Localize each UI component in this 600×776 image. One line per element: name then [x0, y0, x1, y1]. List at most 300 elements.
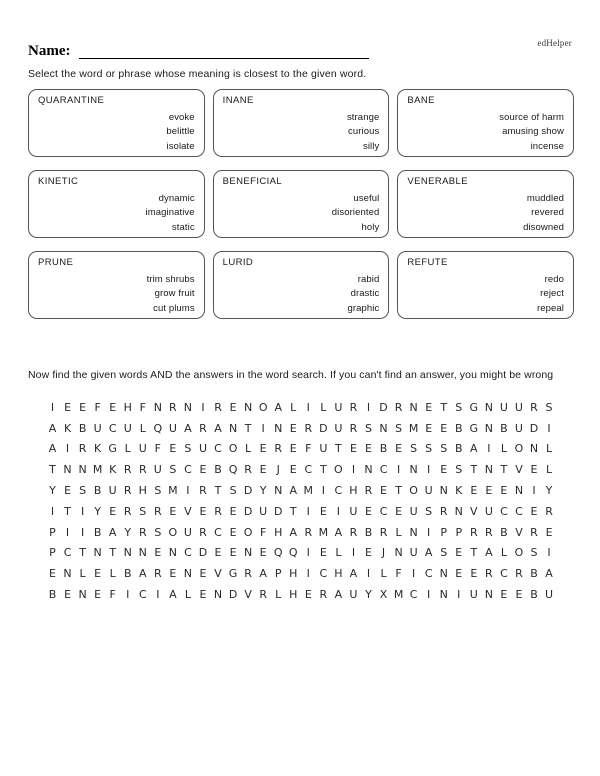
wordsearch-letter[interactable]: Y: [49, 484, 56, 498]
wordsearch-letter[interactable]: N: [183, 567, 193, 581]
wordsearch-letter[interactable]: P: [455, 525, 463, 539]
wordsearch-letter[interactable]: N: [484, 463, 493, 477]
wordsearch-letter[interactable]: E: [319, 504, 327, 518]
wordsearch-letter[interactable]: R: [319, 588, 328, 602]
wordsearch-letter[interactable]: S: [229, 484, 237, 498]
wordsearch-letter[interactable]: L: [109, 567, 116, 581]
wordsearch-letter[interactable]: A: [214, 421, 222, 435]
wordsearch-letter[interactable]: B: [530, 588, 538, 602]
wordsearch-letter[interactable]: F: [109, 588, 116, 602]
wordsearch-letter[interactable]: H: [349, 484, 358, 498]
wordsearch-letter[interactable]: V: [515, 525, 523, 539]
wordsearch-letter[interactable]: U: [514, 421, 523, 435]
wordsearch-letter[interactable]: O: [334, 463, 343, 477]
wordsearch-letter[interactable]: T: [289, 504, 297, 518]
wordsearch-letter[interactable]: E: [349, 442, 357, 456]
wordsearch-letter[interactable]: E: [94, 588, 102, 602]
wordsearch-letter[interactable]: L: [395, 525, 402, 539]
question-box[interactable]: [397, 251, 574, 319]
wordsearch-letter[interactable]: L: [79, 567, 86, 581]
wordsearch-letter[interactable]: N: [243, 400, 253, 414]
wordsearch-letter[interactable]: N: [454, 504, 463, 518]
wordsearch-letter[interactable]: N: [439, 484, 448, 498]
wordsearch-letter[interactable]: U: [424, 484, 433, 498]
wordsearch-letter[interactable]: U: [499, 400, 508, 414]
wordsearch-letter[interactable]: U: [334, 421, 343, 435]
wordsearch-letter[interactable]: I: [306, 504, 310, 518]
wordsearch-letter[interactable]: N: [409, 463, 418, 477]
wordsearch-letter[interactable]: T: [214, 484, 222, 498]
wordsearch-letter[interactable]: I: [547, 546, 551, 560]
wordsearch-letter[interactable]: O: [409, 484, 418, 498]
choice-option[interactable]: dynamic: [158, 193, 195, 204]
wordsearch-letter[interactable]: E: [289, 442, 297, 456]
choice-option[interactable]: amusing show: [502, 126, 565, 138]
wordsearch-letter[interactable]: B: [93, 484, 102, 498]
wordsearch-letter[interactable]: T: [500, 463, 508, 477]
wordsearch-letter[interactable]: A: [424, 546, 433, 560]
choice-option[interactable]: rabid: [357, 274, 380, 285]
wordsearch-letter[interactable]: E: [154, 546, 162, 560]
wordsearch-letter[interactable]: B: [48, 588, 57, 602]
choice-option[interactable]: muddled: [526, 193, 565, 204]
wordsearch-letter[interactable]: L: [545, 442, 553, 456]
choice-option[interactable]: revered: [531, 207, 565, 219]
wordsearch-letter[interactable]: E: [229, 504, 237, 518]
wordsearch-letter[interactable]: S: [184, 442, 192, 456]
wordsearch-letter[interactable]: L: [245, 442, 252, 456]
wordsearch-letter[interactable]: K: [109, 463, 117, 477]
wordsearch-letter[interactable]: R: [379, 525, 388, 539]
choice-option[interactable]: disoriented: [331, 207, 380, 219]
wordsearch-letter[interactable]: M: [408, 421, 419, 435]
wordsearch-letter[interactable]: R: [259, 588, 267, 602]
wordsearch-letter[interactable]: E: [440, 463, 448, 477]
wordsearch-letter[interactable]: R: [469, 525, 478, 539]
wordsearch-letter[interactable]: E: [440, 421, 448, 435]
choice-option[interactable]: static: [171, 221, 195, 233]
wordsearch-letter[interactable]: Q: [153, 421, 163, 435]
wordsearch-letter[interactable]: Y: [94, 504, 101, 518]
wordsearch-letter[interactable]: N: [394, 546, 403, 560]
choice-option[interactable]: disowned: [523, 221, 565, 233]
wordsearch-letter[interactable]: R: [154, 504, 162, 518]
wordsearch-letter[interactable]: A: [334, 525, 343, 539]
choice-option[interactable]: redo: [544, 274, 565, 285]
wordsearch-letter[interactable]: S: [455, 463, 463, 477]
wordsearch-letter[interactable]: E: [365, 546, 372, 560]
wordsearch-letter[interactable]: N: [213, 588, 223, 602]
wordsearch-letter[interactable]: E: [64, 484, 72, 498]
wordsearch-letter[interactable]: S: [530, 546, 538, 560]
wordsearch-letter[interactable]: I: [336, 504, 341, 518]
wordsearch-letter[interactable]: A: [485, 546, 493, 560]
wordsearch-letter[interactable]: V: [244, 588, 252, 602]
wordsearch-letter[interactable]: D: [243, 484, 253, 498]
wordsearch-letter[interactable]: E: [169, 442, 177, 456]
wordsearch-letter[interactable]: N: [78, 588, 87, 602]
wordsearch-letter[interactable]: E: [259, 442, 267, 456]
wordsearch-letter[interactable]: I: [201, 400, 205, 414]
wordsearch-letter[interactable]: S: [440, 546, 448, 560]
wordsearch-letter[interactable]: C: [319, 567, 328, 581]
choice-option[interactable]: useful: [353, 193, 380, 204]
wordsearch-letter[interactable]: I: [321, 484, 325, 498]
wordsearch-letter[interactable]: C: [138, 588, 147, 602]
wordsearch-letter[interactable]: B: [379, 442, 388, 456]
wordsearch-letter[interactable]: E: [229, 400, 237, 414]
wordsearch-letter[interactable]: R: [244, 567, 252, 581]
wordsearch-letter[interactable]: N: [168, 546, 177, 560]
wordsearch-letter[interactable]: P: [49, 546, 56, 560]
wordsearch-letter[interactable]: I: [261, 421, 265, 435]
wordsearch-letter[interactable]: J: [276, 463, 280, 477]
wordsearch-letter[interactable]: D: [228, 588, 238, 602]
wordsearch-letter[interactable]: I: [366, 567, 371, 581]
wordsearch-letter[interactable]: N: [228, 421, 238, 435]
choice-option[interactable]: graphic: [347, 302, 380, 314]
wordsearch-letter[interactable]: A: [545, 567, 553, 581]
name-input-line[interactable]: [79, 45, 369, 59]
wordsearch-letter[interactable]: E: [259, 463, 267, 477]
wordsearch-letter[interactable]: E: [500, 484, 508, 498]
wordsearch-grid[interactable]: [46, 397, 556, 605]
wordsearch-letter[interactable]: U: [123, 421, 132, 435]
wordsearch-letter[interactable]: R: [78, 442, 87, 456]
wordsearch-letter[interactable]: R: [515, 567, 523, 581]
wordsearch-letter[interactable]: E: [214, 546, 222, 560]
wordsearch-letter[interactable]: I: [396, 463, 401, 477]
wordsearch-letter[interactable]: R: [244, 463, 252, 477]
wordsearch-letter[interactable]: R: [485, 567, 493, 581]
wordsearch-letter[interactable]: I: [306, 546, 310, 560]
choice-option[interactable]: incense: [530, 140, 565, 152]
wordsearch-letter[interactable]: A: [289, 525, 298, 539]
wordsearch-letter[interactable]: U: [319, 442, 328, 456]
wordsearch-letter[interactable]: R: [138, 463, 147, 477]
choice-option[interactable]: source of harm: [499, 112, 565, 123]
wordsearch-letter[interactable]: L: [320, 400, 327, 414]
wordsearch-letter[interactable]: E: [485, 484, 493, 498]
wordsearch-letter[interactable]: F: [259, 525, 267, 539]
wordsearch-letter[interactable]: H: [138, 484, 147, 498]
choice-option[interactable]: grow fruit: [154, 288, 195, 300]
wordsearch-letter[interactable]: N: [379, 421, 388, 435]
wordsearch-letter[interactable]: E: [530, 463, 538, 477]
wordsearch-letter[interactable]: F: [305, 442, 312, 456]
wordsearch-letter[interactable]: R: [530, 525, 538, 539]
wordsearch-letter[interactable]: U: [108, 484, 117, 498]
wordsearch-letter[interactable]: H: [289, 588, 298, 602]
wordsearch-letter[interactable]: U: [334, 400, 343, 414]
wordsearch-letter[interactable]: K: [455, 484, 463, 498]
wordsearch-letter[interactable]: R: [439, 504, 448, 518]
wordsearch-letter[interactable]: A: [289, 484, 298, 498]
wordsearch-letter[interactable]: E: [395, 442, 403, 456]
wordsearch-letter[interactable]: S: [79, 484, 87, 498]
wordsearch-letter[interactable]: C: [304, 463, 313, 477]
wordsearch-letter[interactable]: O: [168, 525, 178, 539]
wordsearch-letter[interactable]: C: [500, 504, 508, 518]
wordsearch-letter[interactable]: V: [184, 504, 192, 518]
choice-option[interactable]: belittle: [166, 126, 195, 138]
wordsearch-letter[interactable]: E: [365, 504, 372, 518]
wordsearch-letter[interactable]: R: [154, 567, 162, 581]
wordsearch-letter[interactable]: F: [395, 567, 402, 581]
wordsearch-letter[interactable]: C: [515, 504, 523, 518]
wordsearch-letter[interactable]: U: [484, 504, 493, 518]
wordsearch-letter[interactable]: R: [199, 421, 207, 435]
wordsearch-letter[interactable]: I: [80, 504, 85, 518]
wordsearch-letter[interactable]: M: [92, 463, 103, 477]
wordsearch-letter[interactable]: L: [124, 442, 131, 456]
wordsearch-letter[interactable]: C: [184, 546, 192, 560]
wordsearch-letter[interactable]: N: [153, 400, 162, 414]
wordsearch-letter[interactable]: C: [214, 525, 222, 539]
wordsearch-letter[interactable]: N: [484, 421, 493, 435]
wordsearch-letter[interactable]: I: [457, 588, 461, 602]
wordsearch-letter[interactable]: E: [199, 504, 207, 518]
wordsearch-letter[interactable]: G: [469, 421, 479, 435]
wordsearch-letter[interactable]: J: [381, 546, 386, 560]
wordsearch-letter[interactable]: I: [427, 588, 431, 602]
choice-option[interactable]: repeal: [537, 302, 565, 314]
wordsearch-letter[interactable]: I: [306, 567, 310, 581]
wordsearch-letter[interactable]: E: [289, 421, 297, 435]
wordsearch-letter[interactable]: D: [379, 400, 388, 414]
wordsearch-letter[interactable]: R: [485, 525, 493, 539]
wordsearch-letter[interactable]: R: [304, 421, 313, 435]
wordsearch-letter[interactable]: U: [138, 442, 147, 456]
wordsearch-letter[interactable]: I: [351, 546, 356, 560]
wordsearch-letter[interactable]: X: [379, 588, 388, 602]
wordsearch-letter[interactable]: E: [94, 567, 102, 581]
wordsearch-letter[interactable]: U: [259, 504, 268, 518]
wordsearch-letter[interactable]: R: [349, 525, 358, 539]
wordsearch-letter[interactable]: R: [304, 525, 313, 539]
wordsearch-letter[interactable]: C: [424, 567, 433, 581]
wordsearch-letter[interactable]: N: [439, 588, 448, 602]
wordsearch-letter[interactable]: R: [123, 484, 132, 498]
wordsearch-letter[interactable]: N: [63, 567, 72, 581]
wordsearch-letter[interactable]: E: [470, 484, 478, 498]
wordsearch-letter[interactable]: C: [214, 442, 222, 456]
wordsearch-letter[interactable]: N: [514, 484, 524, 498]
wordsearch-letter[interactable]: A: [259, 567, 267, 581]
wordsearch-letter[interactable]: E: [199, 567, 207, 581]
wordsearch-letter[interactable]: C: [500, 567, 508, 581]
wordsearch-letter[interactable]: N: [78, 463, 87, 477]
wordsearch-letter[interactable]: S: [139, 504, 147, 518]
wordsearch-letter[interactable]: L: [500, 442, 507, 456]
wordsearch-letter[interactable]: I: [50, 504, 55, 518]
wordsearch-letter[interactable]: P: [49, 525, 56, 539]
wordsearch-letter[interactable]: N: [274, 484, 283, 498]
wordsearch-letter[interactable]: I: [186, 484, 190, 498]
wordsearch-letter[interactable]: E: [425, 421, 433, 435]
wordsearch-letter[interactable]: I: [487, 442, 491, 456]
wordsearch-letter[interactable]: U: [469, 588, 478, 602]
wordsearch-letter[interactable]: N: [409, 400, 418, 414]
wordsearch-letter[interactable]: A: [349, 567, 358, 581]
wordsearch-letter[interactable]: D: [243, 504, 253, 518]
wordsearch-letter[interactable]: N: [409, 525, 418, 539]
wordsearch-letter[interactable]: T: [440, 400, 448, 414]
wordsearch-letter[interactable]: N: [138, 546, 147, 560]
wordsearch-letter[interactable]: T: [470, 546, 478, 560]
wordsearch-letter[interactable]: D: [529, 421, 539, 435]
wordsearch-letter[interactable]: C: [184, 463, 192, 477]
wordsearch-letter[interactable]: K: [63, 421, 72, 435]
wordsearch-letter[interactable]: G: [108, 442, 117, 456]
wordsearch-letter[interactable]: S: [425, 442, 433, 456]
wordsearch-letter[interactable]: M: [168, 484, 178, 498]
wordsearch-letter[interactable]: A: [108, 525, 117, 539]
wordsearch-letter[interactable]: U: [409, 546, 418, 560]
choice-option[interactable]: holy: [361, 221, 380, 233]
wordsearch-letter[interactable]: B: [454, 421, 463, 435]
wordsearch-letter[interactable]: A: [169, 588, 177, 602]
wordsearch-letter[interactable]: C: [334, 484, 343, 498]
wordsearch-letter[interactable]: E: [319, 546, 327, 560]
wordsearch-letter[interactable]: E: [64, 400, 72, 414]
wordsearch-letter[interactable]: N: [63, 463, 72, 477]
wordsearch-letter[interactable]: Q: [228, 463, 238, 477]
wordsearch-letter[interactable]: G: [469, 400, 479, 414]
wordsearch-letter[interactable]: C: [108, 421, 117, 435]
wordsearch-letter[interactable]: E: [199, 463, 207, 477]
wordsearch-letter[interactable]: S: [425, 504, 433, 518]
wordsearch-letter[interactable]: E: [455, 546, 463, 560]
wordsearch-letter[interactable]: B: [123, 567, 132, 581]
wordsearch-letter[interactable]: T: [470, 463, 478, 477]
wordsearch-letter[interactable]: U: [93, 421, 102, 435]
wordsearch-letter[interactable]: C: [63, 546, 72, 560]
choice-option[interactable]: cut plums: [153, 302, 195, 314]
question-box[interactable]: [213, 170, 390, 238]
choice-option[interactable]: silly: [363, 140, 380, 152]
wordsearch-letter[interactable]: I: [65, 525, 70, 539]
wordsearch-letter[interactable]: S: [169, 463, 177, 477]
wordsearch-letter[interactable]: N: [243, 546, 253, 560]
wordsearch-letter[interactable]: B: [214, 463, 222, 477]
wordsearch-letter[interactable]: R: [199, 525, 207, 539]
wordsearch-letter[interactable]: E: [380, 484, 387, 498]
wordsearch-letter[interactable]: E: [545, 525, 553, 539]
wordsearch-letter[interactable]: F: [94, 400, 101, 414]
wordsearch-letter[interactable]: U: [349, 504, 358, 518]
wordsearch-letter[interactable]: I: [126, 588, 130, 602]
wordsearch-letter[interactable]: Y: [124, 525, 132, 539]
wordsearch-letter[interactable]: E: [109, 400, 117, 414]
wordsearch-letter[interactable]: E: [515, 588, 523, 602]
wordsearch-letter[interactable]: I: [532, 484, 536, 498]
choice-option[interactable]: drastic: [350, 288, 380, 300]
question-box[interactable]: [28, 251, 205, 319]
wordsearch-letter[interactable]: A: [470, 442, 478, 456]
wordsearch-letter[interactable]: S: [440, 442, 448, 456]
wordsearch-letter[interactable]: H: [123, 400, 132, 414]
wordsearch-letter[interactable]: R: [169, 400, 177, 414]
wordsearch-letter[interactable]: A: [48, 442, 57, 456]
wordsearch-letter[interactable]: Y: [365, 588, 372, 602]
wordsearch-letter[interactable]: R: [214, 504, 222, 518]
wordsearch-letter[interactable]: R: [123, 504, 132, 518]
question-box[interactable]: [213, 89, 390, 157]
wordsearch-letter[interactable]: F: [139, 400, 146, 414]
wordsearch-letter[interactable]: E: [289, 463, 297, 477]
question-box[interactable]: [397, 170, 574, 238]
wordsearch-letter[interactable]: E: [229, 546, 237, 560]
wordsearch-letter[interactable]: E: [470, 567, 478, 581]
choice-option[interactable]: reject: [540, 288, 565, 300]
wordsearch-letter[interactable]: I: [306, 400, 310, 414]
wordsearch-letter[interactable]: C: [409, 588, 418, 602]
wordsearch-letter[interactable]: Y: [545, 484, 553, 498]
wordsearch-letter[interactable]: N: [123, 546, 132, 560]
wordsearch-letter[interactable]: E: [500, 588, 508, 602]
wordsearch-letter[interactable]: S: [154, 484, 162, 498]
wordsearch-letter[interactable]: I: [412, 567, 416, 581]
wordsearch-letter[interactable]: R: [349, 421, 358, 435]
wordsearch-letter[interactable]: M: [303, 484, 314, 498]
wordsearch-letter[interactable]: N: [484, 588, 493, 602]
wordsearch-letter[interactable]: B: [530, 567, 538, 581]
wordsearch-letter[interactable]: U: [168, 421, 177, 435]
wordsearch-letter[interactable]: H: [334, 567, 343, 581]
wordsearch-letter[interactable]: R: [138, 525, 147, 539]
wordsearch-letter[interactable]: R: [123, 463, 132, 477]
wordsearch-letter[interactable]: U: [153, 463, 162, 477]
wordsearch-letter[interactable]: E: [109, 504, 117, 518]
wordsearch-letter[interactable]: T: [79, 546, 86, 560]
wordsearch-letter[interactable]: V: [214, 567, 222, 581]
wordsearch-letter[interactable]: A: [334, 588, 343, 602]
wordsearch-letter[interactable]: N: [529, 442, 539, 456]
wordsearch-letter[interactable]: T: [64, 504, 71, 518]
wordsearch-letter[interactable]: L: [184, 588, 191, 602]
wordsearch-letter[interactable]: I: [366, 400, 371, 414]
choice-option[interactable]: trim shrubs: [146, 274, 195, 285]
question-box[interactable]: [28, 170, 205, 238]
wordsearch-letter[interactable]: R: [214, 400, 222, 414]
wordsearch-letter[interactable]: B: [364, 525, 373, 539]
wordsearch-letter[interactable]: S: [545, 400, 553, 414]
wordsearch-letter[interactable]: P: [274, 567, 282, 581]
wordsearch-letter[interactable]: H: [274, 525, 283, 539]
wordsearch-letter[interactable]: L: [380, 567, 387, 581]
wordsearch-letter[interactable]: U: [545, 588, 554, 602]
wordsearch-letter[interactable]: Q: [288, 546, 298, 560]
wordsearch-letter[interactable]: V: [470, 504, 478, 518]
wordsearch-letter[interactable]: U: [409, 504, 418, 518]
wordsearch-letter[interactable]: L: [275, 588, 282, 602]
wordsearch-letter[interactable]: U: [183, 525, 192, 539]
choice-option[interactable]: isolate: [166, 140, 195, 152]
wordsearch-letter[interactable]: I: [351, 463, 356, 477]
wordsearch-letter[interactable]: M: [393, 588, 404, 602]
wordsearch-letter[interactable]: E: [259, 546, 267, 560]
wordsearch-letter[interactable]: L: [500, 546, 507, 560]
choice-option[interactable]: imaginative: [145, 207, 195, 219]
wordsearch-letter[interactable]: L: [335, 546, 342, 560]
wordsearch-letter[interactable]: N: [484, 400, 493, 414]
wordsearch-letter[interactable]: E: [395, 504, 403, 518]
wordsearch-letter[interactable]: B: [78, 421, 87, 435]
wordsearch-letter[interactable]: L: [139, 421, 146, 435]
wordsearch-letter[interactable]: C: [379, 504, 388, 518]
wordsearch-letter[interactable]: O: [228, 442, 238, 456]
